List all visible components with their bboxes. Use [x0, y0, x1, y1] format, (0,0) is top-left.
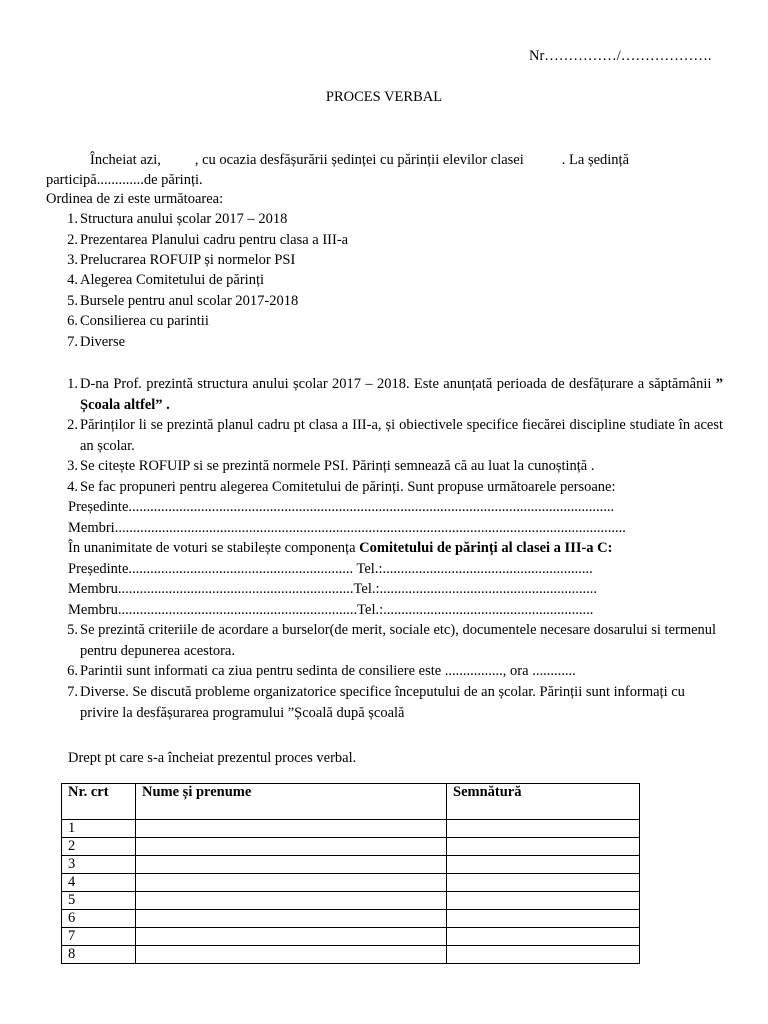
- membru-line-1: Membru.................................................................Tel.:............................................................: [68, 581, 598, 597]
- presedinte-proposal-line: Președinte......................................................................................................................................: [68, 499, 615, 515]
- membri-proposal-line: Membri.............................................................................................................................................: [68, 520, 626, 536]
- closing-statement: Drept pt care s-a încheiat prezentul proces verbal.: [68, 750, 357, 766]
- point-text: [80, 374, 723, 415]
- header-nr-crt: Nr. crt: [62, 784, 136, 820]
- signature-cell[interactable]: [447, 946, 640, 964]
- point-number: 2.: [67, 417, 78, 433]
- committee-bold: Comitetului de părinți al clasei a III-a C:: [359, 540, 613, 556]
- unanimity-line: [68, 538, 612, 558]
- point-text: Se fac propuneri pentru alegerea Comitetului de părinți. Sunt propuse următoarele persoane:: [80, 479, 616, 495]
- document-title: PROCES VERBAL: [325, 89, 443, 105]
- intro-text-a: Încheiat azi,: [90, 152, 161, 168]
- table-row: [62, 946, 640, 964]
- name-cell[interactable]: [136, 892, 447, 910]
- document-number: Nr……………/……………….: [529, 48, 712, 64]
- name-cell[interactable]: [136, 856, 447, 874]
- point-text: Diverse. Se discută probleme organizatorice specifice începutului de an școlar. Părinții sunt informați cu privire la desfășurarea programului ”Școală după școală: [80, 684, 685, 721]
- agenda-text: Prelucrarea ROFUIP și normelor PSI: [80, 252, 296, 268]
- point-text: Parintii sunt informati ca ziua pentru sedinta de consiliere este ................, ora ............: [80, 663, 576, 679]
- signature-cell[interactable]: [447, 928, 640, 946]
- name-cell[interactable]: [136, 946, 447, 964]
- row-number: 2: [62, 838, 136, 856]
- table-row: [62, 910, 640, 928]
- table-header-row: [62, 784, 640, 820]
- row-number: 8: [62, 946, 136, 964]
- point-1-text: D-na Prof. prezintă structura anului școlar 2017 – 2018. Este anunțată perioada de desfățurare a săptămânii: [80, 376, 716, 392]
- row-number: 3: [62, 856, 136, 874]
- agenda-number: 4.: [67, 272, 78, 288]
- point-number: 3.: [67, 458, 78, 474]
- signature-cell[interactable]: [447, 910, 640, 928]
- point-text: Se prezintă criteriile de acordare a burselor(de merit, sociale etc), documentele necesare dosarului si termenul pentru depunerea acestora.: [80, 622, 717, 659]
- header-signature: Semnătură: [447, 784, 640, 820]
- row-number: 4: [62, 874, 136, 892]
- intro-text-b: , cu ocazia desfășurării ședinței cu părinții elevilor clasei: [194, 152, 524, 168]
- table-row: [62, 856, 640, 874]
- table-row: [62, 892, 640, 910]
- point-1-bold: ” Școala altfel” .: [80, 376, 723, 413]
- agenda-text: Structura anului școlar 2017 – 2018: [80, 211, 288, 227]
- row-number: 5: [62, 892, 136, 910]
- signature-cell[interactable]: [447, 856, 640, 874]
- intro-text-c: . La ședință: [561, 152, 630, 168]
- table-row: [62, 874, 640, 892]
- agenda-text: Alegerea Comitetului de părinți: [80, 272, 265, 288]
- signature-table: [61, 783, 640, 964]
- signature-cell[interactable]: [447, 892, 640, 910]
- row-number: 7: [62, 928, 136, 946]
- agenda-number: 2.: [67, 232, 78, 248]
- point-number: 6.: [67, 663, 78, 679]
- intro-line-2: participă.............de părinți.: [46, 172, 203, 188]
- agenda-number: 3.: [67, 252, 78, 268]
- agenda-number: 1.: [67, 211, 78, 227]
- row-number: 1: [62, 820, 136, 838]
- point-text: Părinților li se prezintă planul cadru pt clasa a III-a, și obiectivele specifice fiecărei discipline studiate în acest an școlar.: [80, 417, 723, 454]
- point-number: 4.: [67, 479, 78, 495]
- name-cell[interactable]: [136, 928, 447, 946]
- unanimity-text: În unanimitate de voturi se stabilește componența: [68, 540, 360, 556]
- signature-cell[interactable]: [447, 820, 640, 838]
- agenda-number: 7.: [67, 334, 78, 350]
- signature-cell[interactable]: [447, 874, 640, 892]
- name-cell[interactable]: [136, 874, 447, 892]
- point-number: 7.: [67, 684, 78, 700]
- presedinte-line: Președinte.............................................................. Tel.:..........................................................: [68, 561, 593, 577]
- point-text: Se citește ROFUIP si se prezintă normele PSI. Părinți semnează că au luat la cunoștință .: [80, 458, 595, 474]
- signature-cell[interactable]: [447, 838, 640, 856]
- point-number: 1.: [67, 376, 78, 392]
- membru-line-2: Membru..................................................................Tel.:..........................................................: [68, 602, 594, 618]
- agenda-text: Consilierea cu parintii: [80, 313, 209, 329]
- name-cell[interactable]: [136, 910, 447, 928]
- agenda-text: Diverse: [80, 334, 126, 350]
- agenda-text: Prezentarea Planului cadru pentru clasa a III-a: [80, 232, 349, 248]
- name-cell[interactable]: [136, 838, 447, 856]
- point-number: 5.: [67, 622, 78, 638]
- table-row: [62, 820, 640, 838]
- table-row: [62, 928, 640, 946]
- row-number: 6: [62, 910, 136, 928]
- table-row: [62, 838, 640, 856]
- agenda-number: 5.: [67, 293, 78, 309]
- header-name: Nume și prenume: [136, 784, 447, 820]
- intro-line-1: [90, 150, 629, 170]
- agenda-number: 6.: [67, 313, 78, 329]
- agenda-intro: Ordinea de zi este următoarea:: [46, 191, 224, 207]
- name-cell[interactable]: [136, 820, 447, 838]
- agenda-text: Bursele pentru anul scolar 2017-2018: [80, 293, 299, 309]
